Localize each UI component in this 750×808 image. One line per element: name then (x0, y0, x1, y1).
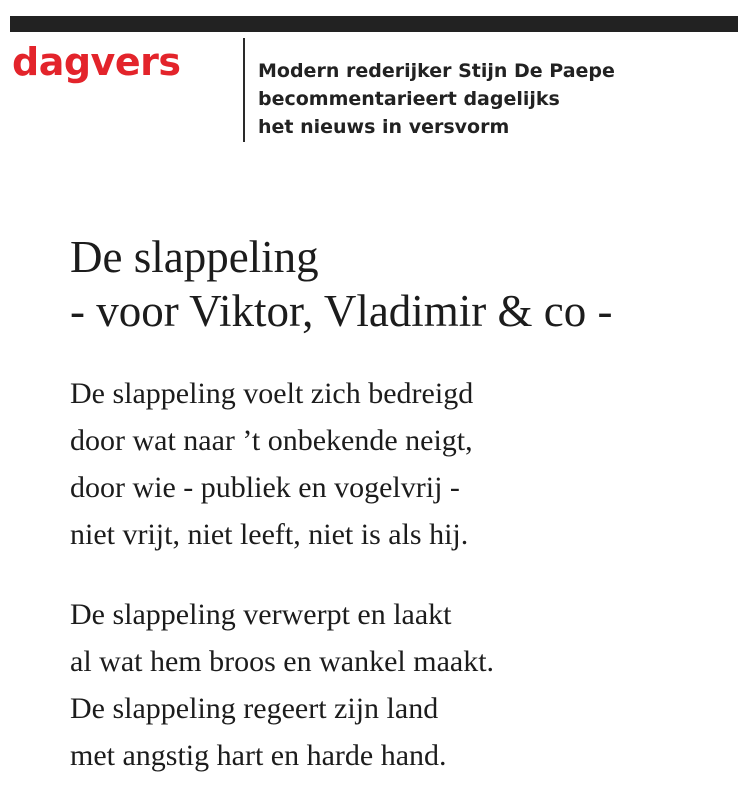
verse-line: De slappeling voelt zich bedreigd (70, 377, 474, 410)
poem-dedication: - voor Viktor, Vladimir & co - (70, 286, 613, 336)
top-rule (10, 16, 738, 32)
section-logo: dagvers (12, 40, 181, 84)
verse-line: door wie - publiek en vogelvrij - (70, 471, 460, 504)
poem-stanza-1 (70, 370, 740, 558)
tagline-line: becommentarieert dagelijks (258, 88, 560, 110)
header-divider (243, 38, 245, 142)
section-tagline (258, 57, 728, 141)
verse-line: door wat naar ’t onbekende neigt, (70, 424, 473, 457)
poem-title (70, 230, 740, 338)
poem-stanza-2 (70, 591, 740, 779)
verse-line: al wat hem broos en wankel maakt. (70, 645, 495, 678)
verse-line: De slappeling regeert zijn land (70, 692, 439, 725)
verse-line: met angstig hart en harde hand. (70, 739, 447, 772)
verse-line: De slappeling verwerpt en laakt (70, 598, 452, 631)
verse-line: niet vrijt, niet leeft, niet is als hij. (70, 518, 469, 551)
tagline-line: het nieuws in versvorm (258, 116, 510, 138)
poem-title-line: De slappeling (70, 232, 319, 282)
tagline-line: Modern rederijker Stijn De Paepe (258, 60, 615, 82)
